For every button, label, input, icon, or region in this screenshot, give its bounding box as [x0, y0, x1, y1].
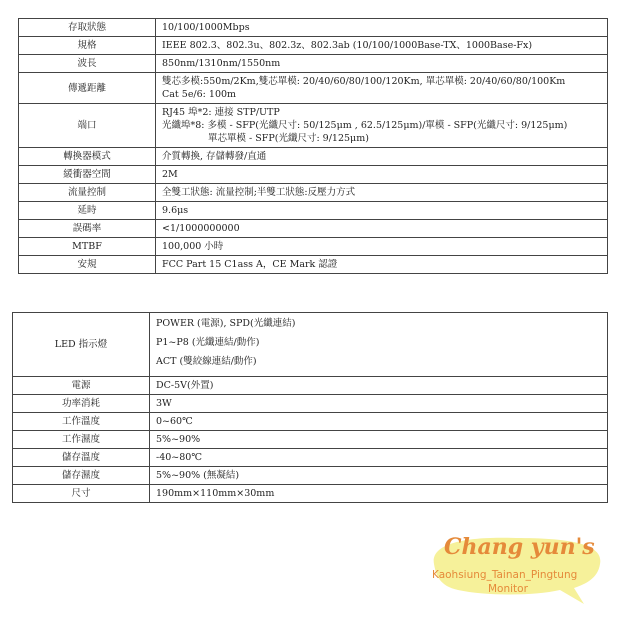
table-row	[13, 449, 608, 467]
spec-label: 誤碼率	[19, 220, 156, 238]
table-row	[19, 104, 608, 148]
watermark-subtitle: Kaohsiung_Tainan_Pingtung	[432, 569, 578, 581]
spec-value: DC-5V(外置)	[150, 377, 608, 395]
spec-value: 雙芯多模:550m/2Km,雙芯單模: 20/40/60/80/100/120Km, 單芯單模: 20/40/60/80/100Km Cat 5e/6: 100m	[156, 73, 608, 104]
spec-value: 2M	[156, 166, 608, 184]
table-row	[13, 485, 608, 503]
spec-value: 5%~90%	[150, 431, 608, 449]
spec-label: 工作濕度	[13, 431, 150, 449]
table-row	[19, 238, 608, 256]
spec-value: <1/1000000000	[156, 220, 608, 238]
spec-table-2	[12, 312, 608, 503]
table-row	[19, 19, 608, 37]
spec-label: 傳遞距離	[19, 73, 156, 104]
spec-value: 9.6μs	[156, 202, 608, 220]
spec-value: 850nm/1310nm/1550nm	[156, 55, 608, 73]
watermark-logo	[424, 528, 610, 604]
watermark-subtitle: Monitor	[488, 583, 528, 595]
spec-value: 0~60℃	[150, 413, 608, 431]
spec-label: 安規	[19, 256, 156, 274]
table-row	[13, 395, 608, 413]
table-row	[13, 313, 608, 377]
spec-label: 延時	[19, 202, 156, 220]
spec-label: 電源	[13, 377, 150, 395]
spec-value: 介質轉換, 存儲轉發/直通	[156, 148, 608, 166]
spec-value: 全雙工狀態: 流量控制;半雙工狀態:反壓力方式	[156, 184, 608, 202]
spec-label: 儲存濕度	[13, 467, 150, 485]
spec-value: 5%~90% (無凝結)	[150, 467, 608, 485]
table-row	[13, 467, 608, 485]
spec-label: 規格	[19, 37, 156, 55]
spec-label: 流量控制	[19, 184, 156, 202]
table-row	[19, 220, 608, 238]
spec-value: RJ45 埠*2: 連接 STP/UTP 光纖埠*8: 多模 - SFP(光纖尺寸: 50/125μm , 62.5/125μm)/單模 - SFP(光纖尺寸: 9/125μm) 單芯單模 - SFP(光纖尺寸: 9/125μm)	[156, 104, 608, 148]
spec-label: 波長	[19, 55, 156, 73]
spec-value: 10/100/1000Mbps	[156, 19, 608, 37]
spec-value: POWER (電源), SPD(光纖連結) P1~P8 (光纖連結/動作) ACT (雙絞線連結/動作)	[150, 313, 608, 377]
table-row	[19, 202, 608, 220]
spec-label: 尺寸	[13, 485, 150, 503]
table-row	[19, 256, 608, 274]
table-row	[19, 73, 608, 104]
spec-value: IEEE 802.3、802.3u、802.3z、802.3ab (10/100/1000Base-TX、1000Base-Fx)	[156, 37, 608, 55]
spec-label: 端口	[19, 104, 156, 148]
spec-label: 緩衝器空間	[19, 166, 156, 184]
spec-value: 190mm×110mm×30mm	[150, 485, 608, 503]
table-row	[19, 37, 608, 55]
spec-value: 100,000 小時	[156, 238, 608, 256]
table-row	[19, 184, 608, 202]
spec-value: FCC Part 15 C1ass A，CE Mark 認證	[156, 256, 608, 274]
spec-value: 3W	[150, 395, 608, 413]
table-row	[19, 166, 608, 184]
table-row	[19, 148, 608, 166]
table-row	[13, 377, 608, 395]
watermark-title: Chang yun's	[444, 534, 595, 560]
table-row	[13, 413, 608, 431]
spec-table-1	[18, 18, 608, 274]
table-row	[19, 55, 608, 73]
spec-label: 存取狀態	[19, 19, 156, 37]
spec-label: 儲存溫度	[13, 449, 150, 467]
spec-value: -40~80℃	[150, 449, 608, 467]
spec-label: 轉換器模式	[19, 148, 156, 166]
spec-label: 功率消耗	[13, 395, 150, 413]
spec-label: MTBF	[19, 238, 156, 256]
table-row	[13, 431, 608, 449]
spec-label: 工作溫度	[13, 413, 150, 431]
spec-label: LED 指示燈	[13, 313, 150, 377]
